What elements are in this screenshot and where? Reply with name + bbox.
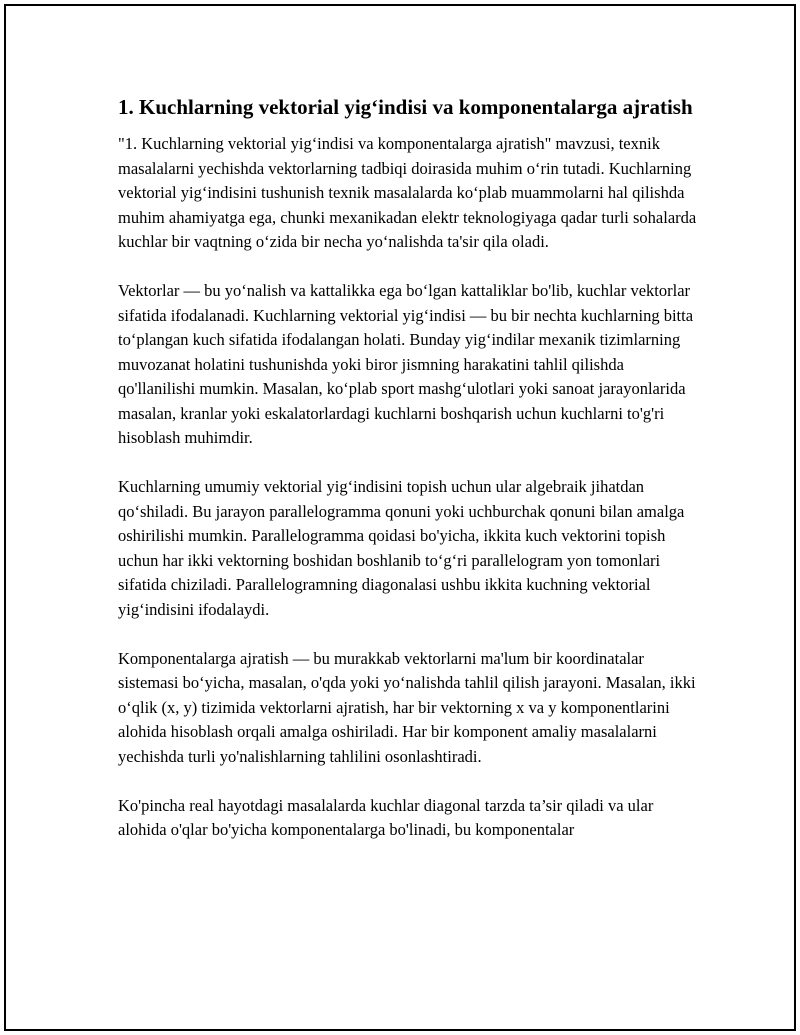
paragraph-components: Komponentalarga ajratish — bu murakkab vektorlarni ma'lum bir koordinatalar sistemasi bo‘yicha, masalan, o'qda yoki yo‘nalishda tahlil qilish jarayoni. Masalan, ikki o‘qlik (x, y) tizimida vektorlarni ajratish, har bir vektorning x va y komponentlarini alohida hisoblash orqali amalga oshiriladi. Har bir komponent amaliy masalalarni yechishda turli yo'nalishlarning tahlilini osonlashtiradi. — [118, 648, 696, 766]
paragraph-vector-sum: Kuchlarning umumiy vektorial yig‘indisini topish uchun ular algebraik jihatdan qo‘shiladi. Bu jarayon parallelogramma qonuni yoki uchburchak qonuni bilan amalga oshirilishi mumkin. Parallelogramma qoidasi bo'yicha, ikkita kuch vektorini topish uchun har ikki vektorning boshidan boshlanib to‘g‘ri parallelogram yon tomonlari sifatida chiziladi. Parallelogramning diagonalasi ushbu ikkita kuchning vektorial yig‘indisini ifodalaydi. — [118, 477, 685, 619]
document-title: 1. Kuchlarning vektorial yig‘indisi va komponentalarga ajratish — [118, 95, 693, 119]
paragraph-intro: "1. Kuchlarning vektorial yig‘indisi va komponentalarga ajratish" mavzusi, texnik masalalarni yechishda vektorlarning tadbiqi doirasida muhim o‘rin tutadi. Kuchlarning vektorial yig‘indisini tushunish texnik masalalarda ko‘plab muammolarni hal qilishda muhim ahamiyatga ega, chunki mexanikadan elektr teknologiyaga qadar turli sohalarda kuchlar bir vaqtning o‘zida bir necha yo‘nalishda ta'sir qila oladi. — [118, 134, 697, 251]
document-body — [118, 93, 698, 843]
paragraph-vectors: Vektorlar — bu yo‘nalish va kattalikka ega bo‘lgan kattaliklar bo'lib, kuchlar vektorlar sifatida ifodalanadi. Kuchlarning vektorial yig‘indisi — bu bir nechta kuchlarning bitta to‘plangan kuch sifatida ifodalangan holati. Bunday yig‘indilar mexanik tizimlarning muvozanat holatini tushunishda yoki biror jismning harakatini tahlil qilishda qo'llanilishi mumkin. Masalan, ko‘plab sport mashg‘ulotlari yoki sanoat jarayonlarida masalan, kranlar yoki eskalatorlardagi kuchlarni boshqarish uchun kuchlarni to'g'ri hisoblash muhimdir. — [118, 281, 694, 447]
paragraph-real-life: Ko'pincha real hayotdagi masalalarda kuchlar diagonal tarzda ta’sir qiladi va ular alohida o'qlar bo'yicha komponentalarga bo'linadi, bu komponentalar — [118, 795, 654, 839]
